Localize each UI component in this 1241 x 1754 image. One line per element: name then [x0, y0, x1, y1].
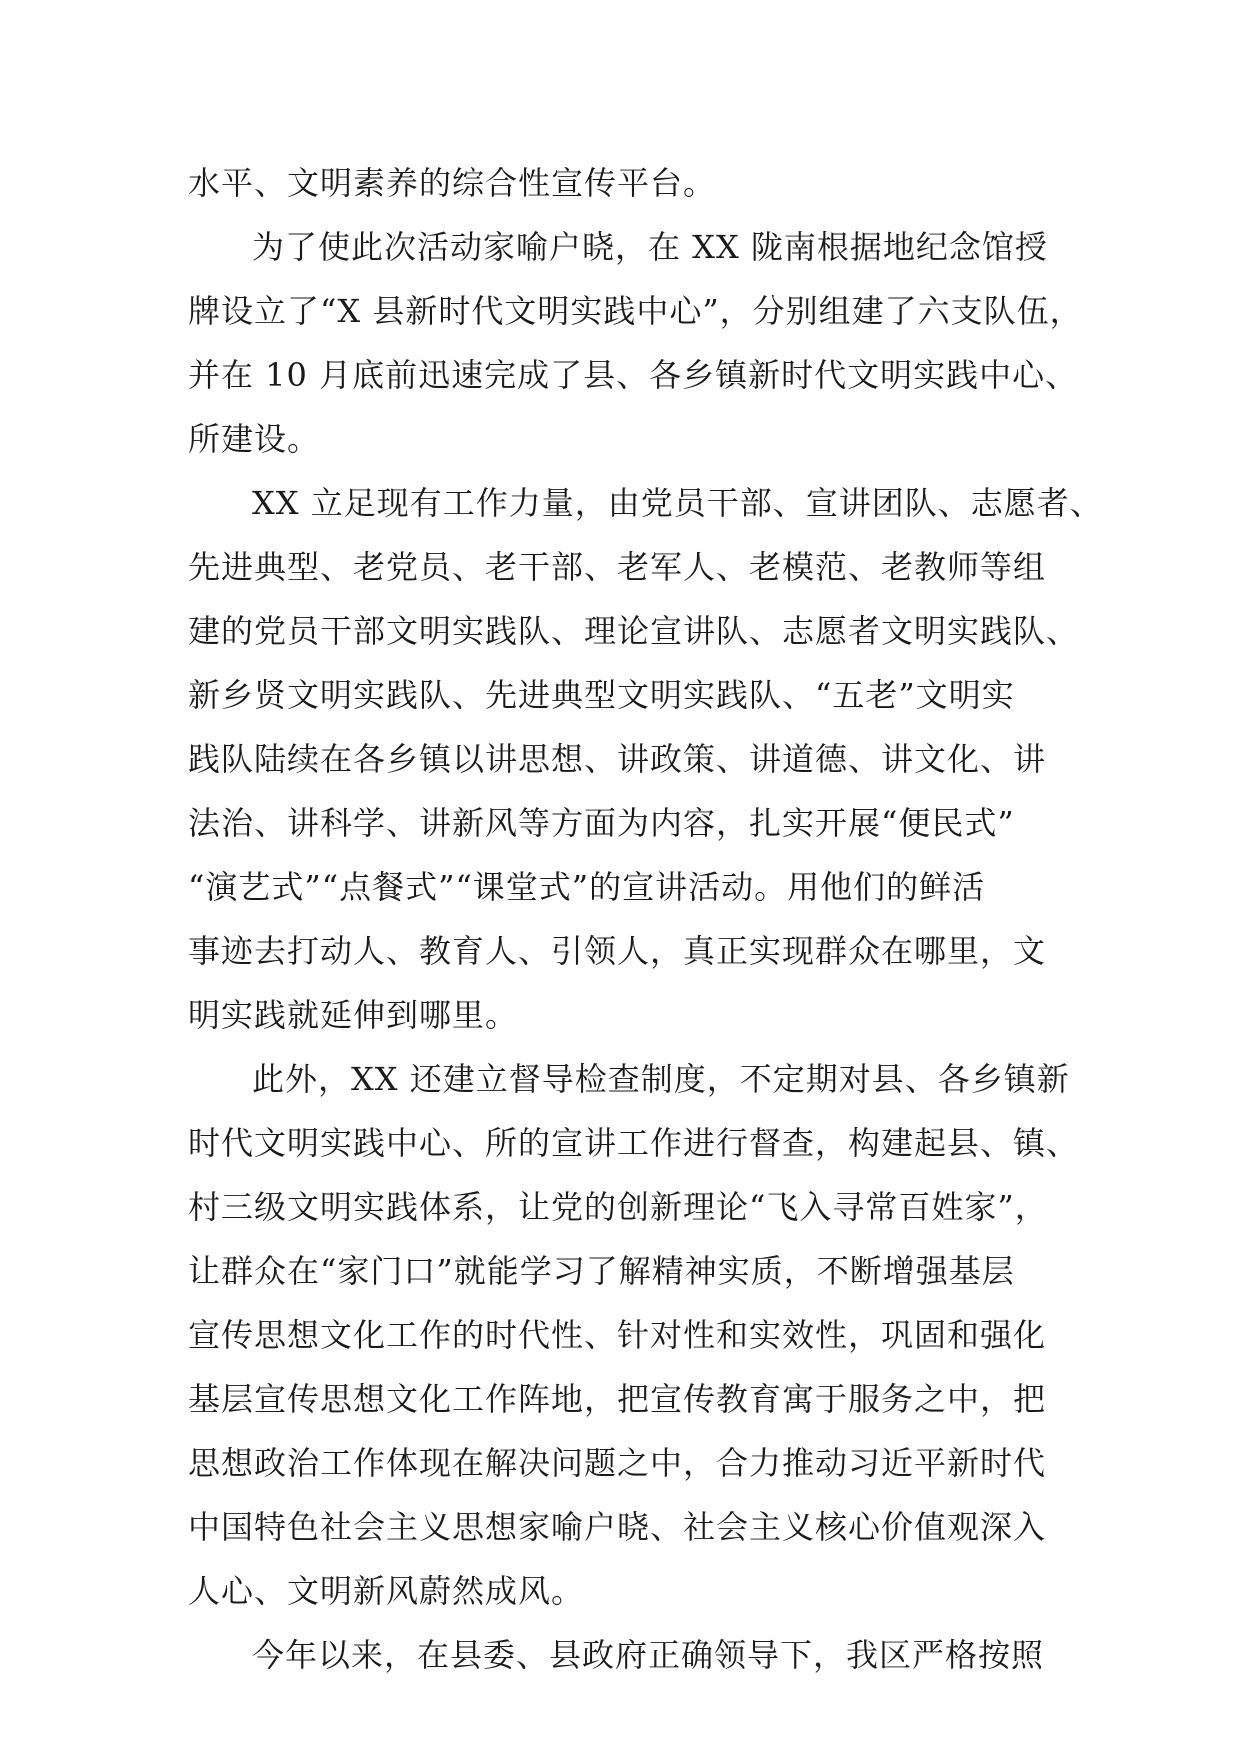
text-line: 村三级文明实践体系，让党的创新理论“飞入寻常百姓家”， [188, 1188, 1048, 1226]
text-line: XX 立足现有工作力量，由党员干部、宣讲团队、志愿者、 [252, 484, 1103, 522]
text-line: 基层宣传思想文化工作阵地，把宣传教育寓于服务之中，把 [188, 1380, 1047, 1418]
text-line: 人心、文明新风蔚然成风。 [188, 1572, 585, 1610]
text-line: 事迹去打动人、教育人、引领人，真正实现群众在哪里，文 [188, 932, 1047, 970]
text-line: “演艺式”“点餐式”“课堂式”的宣讲活动。用他们的鲜活 [188, 868, 986, 906]
text-line: 此外，XX 还建立督导检查制度，不定期对县、各乡镇新 [252, 1060, 1070, 1098]
text-line: 并在 10 月底前迅速完成了县、各乡镇新时代文明实践中心、 [188, 356, 1079, 394]
text-line: 先进典型、老党员、老干部、老军人、老模范、老教师等组 [188, 548, 1047, 586]
text-line: 宣传思想文化工作的时代性、针对性和实效性，巩固和强化 [188, 1316, 1047, 1354]
text-line: 牌设立了“X 县新时代文明实践中心”，分别组建了六支队伍， [188, 292, 1083, 330]
text-line: 所建设。 [188, 420, 321, 458]
text-line: 践队陆续在各乡镇以讲思想、讲政策、讲道德、讲文化、讲 [188, 740, 1047, 778]
text-line: 让群众在“家门口”就能学习了解精神实质，不断增强基层 [188, 1252, 1015, 1290]
text-line: 法治、讲科学、讲新风等方面为内容，扎实开展“便民式” [188, 804, 1015, 842]
text-line: 时代文明实践中心、所的宣讲工作进行督查，构建起县、镇、 [188, 1124, 1080, 1162]
text-line: 为了使此次活动家喻户晓，在 XX 陇南根据地纪念馆授 [252, 228, 1048, 266]
text-line: 中国特色社会主义思想家喻户晓、社会主义核心价值观深入 [188, 1508, 1047, 1546]
text-line: 思想政治工作体现在解决问题之中，合力推动习近平新时代 [188, 1444, 1047, 1482]
text-line: 今年以来，在县委、县政府正确领导下，我区严格按照 [252, 1636, 1045, 1674]
text-line: 新乡贤文明实践队、先进典型文明实践队、“五老”文明实 [188, 676, 1015, 714]
text-line: 水平、文明素养的综合性宣传平台。 [188, 164, 717, 202]
text-line: 建的党员干部文明实践队、理论宣讲队、志愿者文明实践队、 [188, 612, 1080, 650]
text-line: 明实践就延伸到哪里。 [188, 996, 519, 1034]
